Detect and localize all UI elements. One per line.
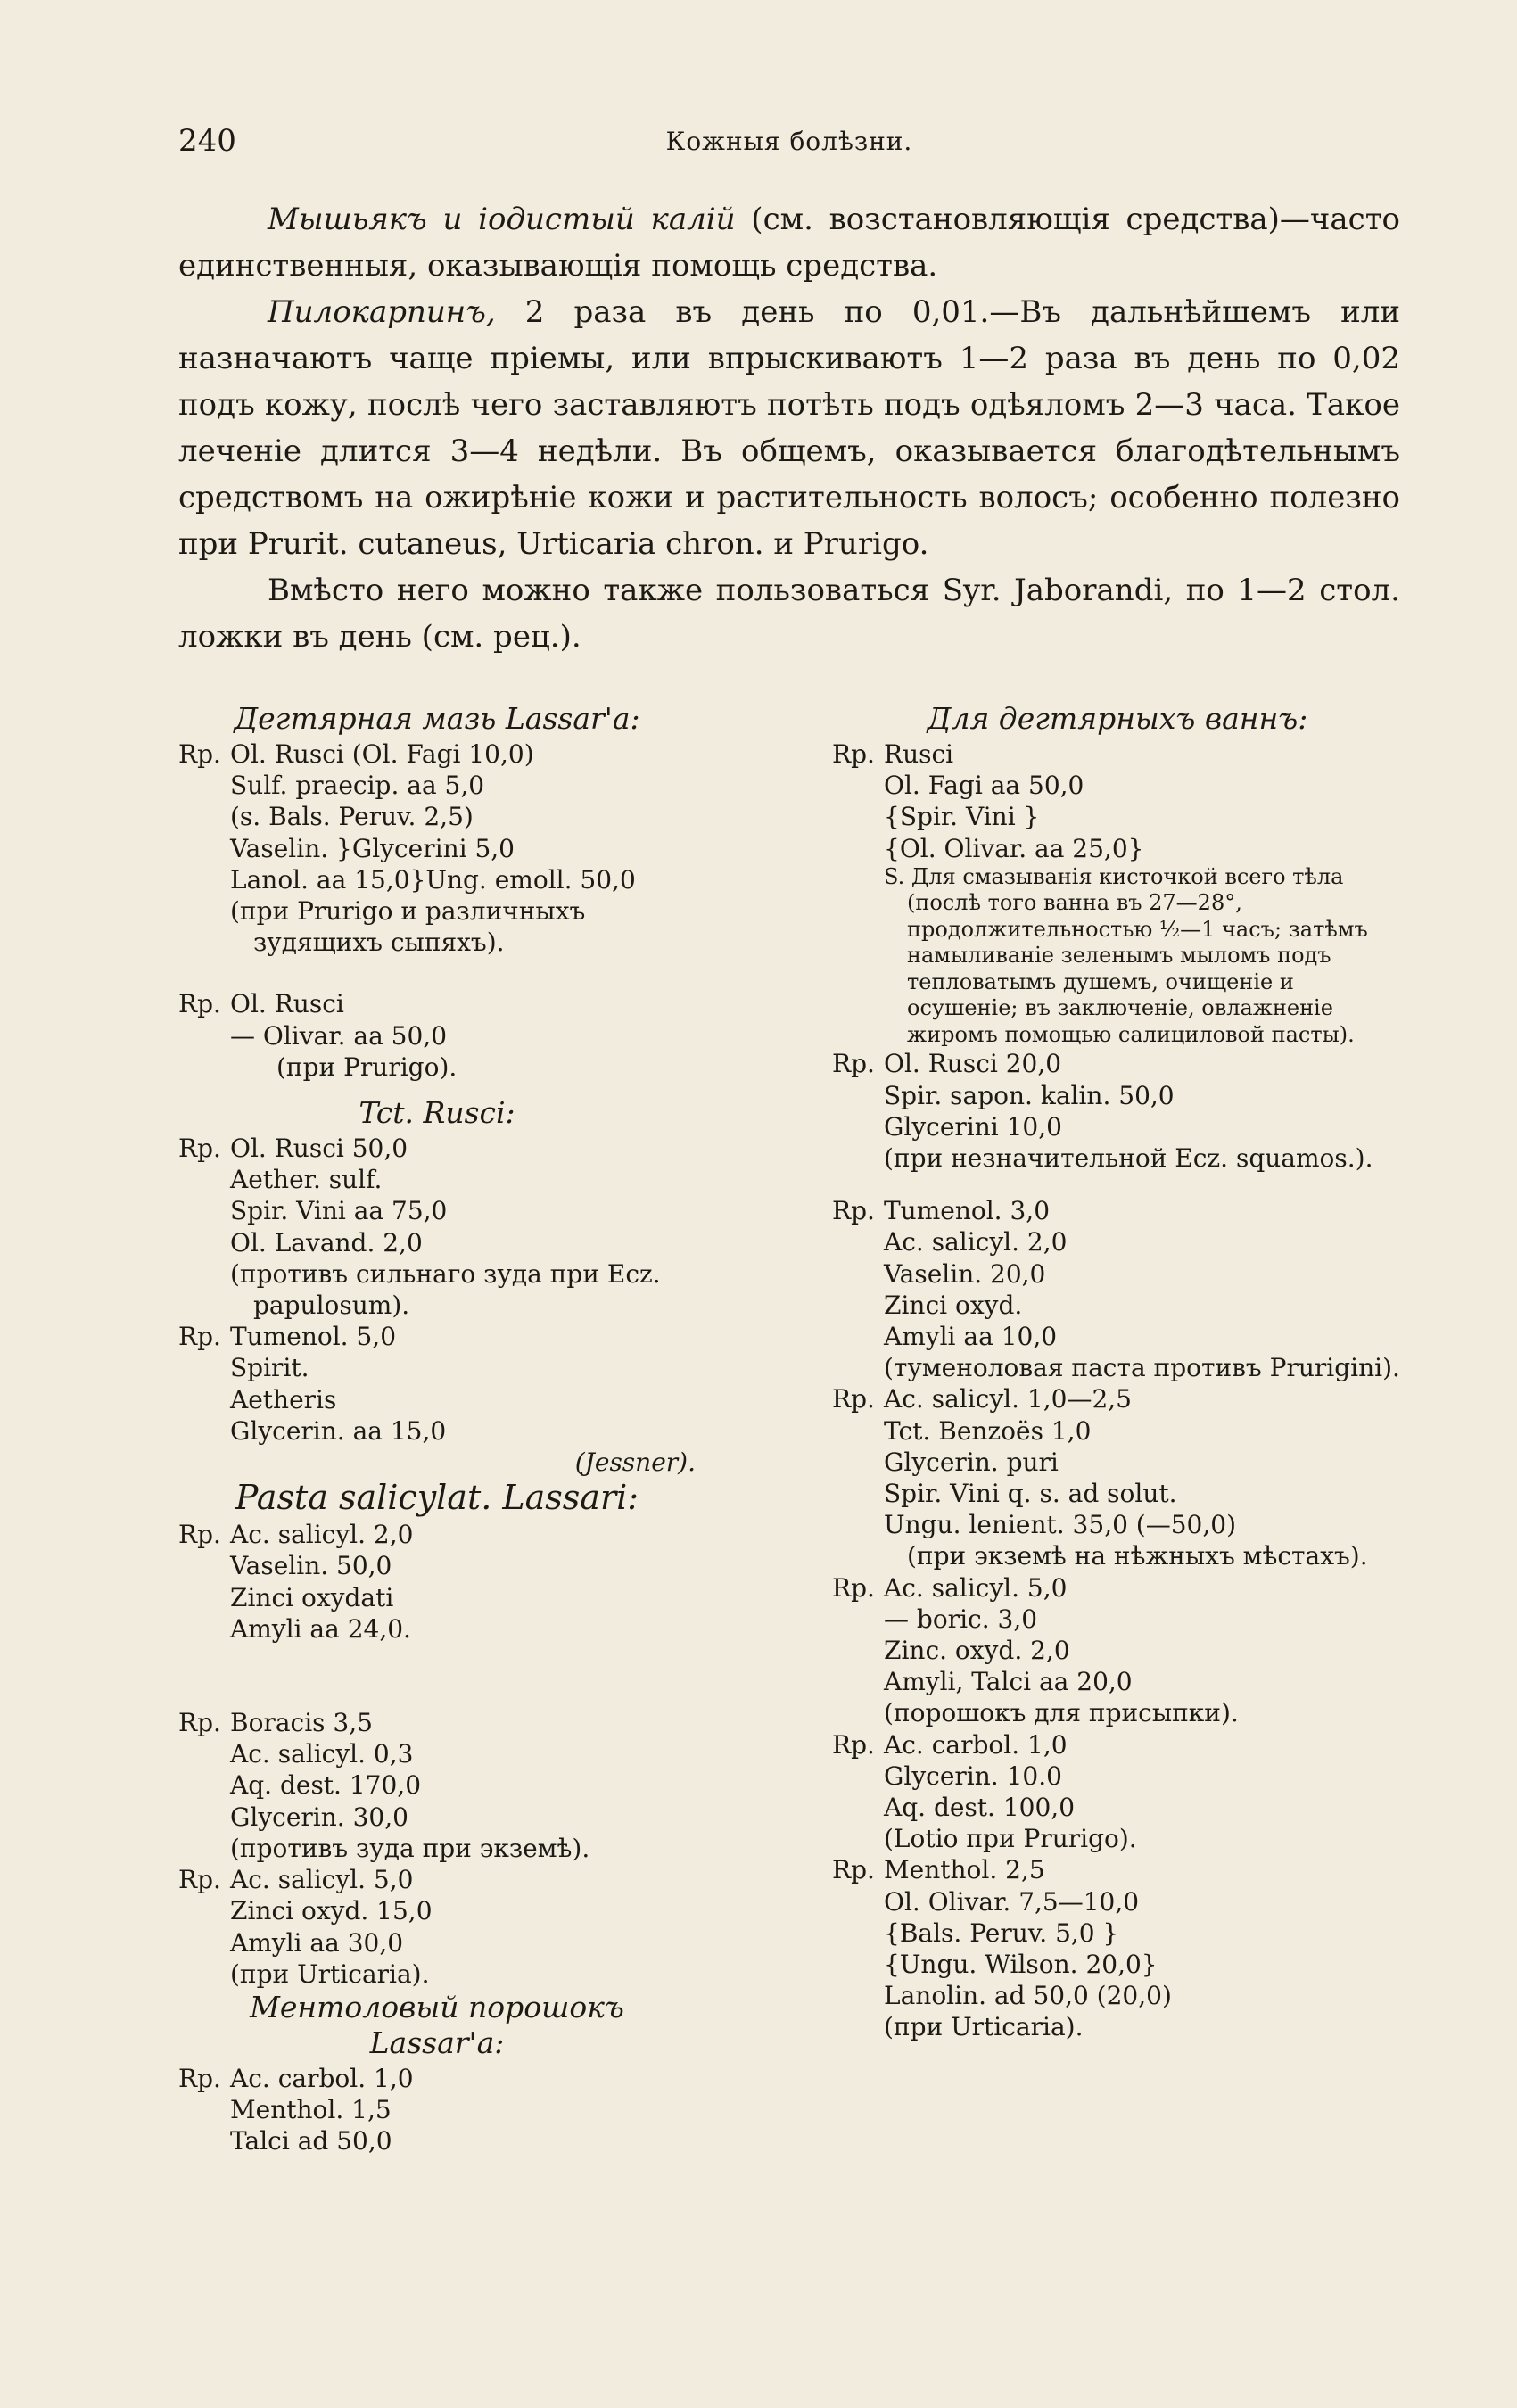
recipe	[832, 1383, 1403, 1571]
recipe-line: Amyli aa 24,0.	[230, 1613, 411, 1644]
recipe	[178, 1519, 696, 1645]
recipe-line: — boric. 3,0	[884, 1604, 1038, 1634]
rp-mark: Rp.	[832, 1196, 875, 1226]
recipe-line: Glycerin. aa 15,0	[230, 1415, 447, 1446]
right-column	[832, 701, 1403, 2043]
recipe-title: Tct. Rusci:	[359, 1095, 515, 1131]
recipe-author: (Jessner).	[574, 1447, 696, 1478]
recipe-line: Talci ad 50,0	[230, 2126, 392, 2156]
recipe-line: — Olivar. aa 50,0	[230, 1020, 448, 1051]
recipe-line: Amyli aa 30,0	[230, 1927, 404, 1958]
recipe-note: (порошокъ для присыпки).	[884, 1698, 1239, 1728]
recipe-line: Zinci oxyd.	[884, 1290, 1023, 1320]
recipe	[832, 1048, 1403, 1174]
recipe-line: Menthol. 2,5	[884, 1855, 1045, 1885]
paragraph-jaborandi: Вмѣсто него можно также пользоваться Syr. Jaborandi, по 1—2 стол. ложки въ день (см. рец.).	[178, 573, 1400, 655]
rp-mark: Rp.	[178, 1520, 221, 1550]
recipe-note: (противъ сильнаго зуда при Ecz. papulosum).	[230, 1258, 661, 1321]
recipe-title: Ментоловый порошокъ Lassar'а:	[250, 1989, 624, 2060]
recipe-line: Ol. Fagi aa 50,0	[884, 771, 1084, 801]
recipe-line: Spirit.	[230, 1353, 309, 1383]
recipe-line: Zinc. oxyd. 2,0	[884, 1635, 1070, 1665]
rp-mark: Rp.	[832, 1049, 875, 1079]
recipe-line: Ol. Rusci (Ol. Fagi 10,0)	[230, 739, 534, 769]
recipe-line: Spir. Vini aa 75,0	[230, 1196, 448, 1226]
recipe-title: Дегтярная мазь Lassar'а:	[234, 701, 640, 736]
paragraph-pilocarpine: Пилокарпинъ, 2 раза въ день по 0,01.—Въ дальнѣйшемъ или назначаютъ чаще пріемы, или впрыскиваютъ 1—2 раза въ день по 0,02 подъ кожу, послѣ чего заставляютъ потѣть подъ одѣяломъ 2—3 часа. Такое леченіе длится 3—4 недѣли. Въ общемъ, оказывается благодѣтельнымъ средствомъ на ожирѣніе кожи и растительность волосъ; особенно полезно при Prurit. cutaneus, Urticaria chron. и Prurigo.	[178, 294, 1400, 562]
recipe-line: {Spir. Vini }	[884, 802, 1040, 832]
recipe-line: Ac. carbol. 1,0	[230, 2063, 414, 2093]
recipe-line: Tumenol. 3,0	[884, 1196, 1051, 1226]
running-title: Кожныя болѣзни.	[665, 127, 913, 156]
rp-mark: Rp.	[178, 989, 221, 1019]
rp-mark: Rp.	[178, 1865, 221, 1895]
recipe-line: Ac. carbol. 1,0	[884, 1729, 1068, 1760]
rp-mark: Rp.	[832, 1729, 875, 1760]
recipe-line: {Ol. Olivar. aa 25,0}	[884, 833, 1144, 863]
recipe-note: (при Prurigo и различныхъ зудящихъ сыпяхъ).	[230, 896, 586, 958]
rp-mark: Rp.	[178, 1322, 221, 1352]
recipe-note: (противъ зуда при экземѣ).	[230, 1833, 590, 1863]
recipe-note: (при Prurigo).	[276, 1051, 458, 1082]
recipe-note: (при Urticaria).	[884, 2012, 1084, 2042]
recipe-line: Ac. salicyl. 2,0	[230, 1520, 414, 1550]
recipe-line: Ac. salicyl. 5,0	[884, 1572, 1068, 1603]
recipe-line: Boracis 3,5	[230, 1708, 373, 1738]
recipe-line: Aetheris	[230, 1384, 337, 1414]
left-column	[178, 701, 696, 2157]
recipe-note: (Lotio при Prurigo).	[884, 1824, 1137, 1854]
recipe-line: Aether. sulf.	[230, 1165, 383, 1195]
recipe-line: {Bals. Peruv. 5,0 }	[884, 1917, 1119, 1948]
recipe-line: Ol. Rusci 50,0	[230, 1134, 408, 1164]
recipe	[178, 738, 696, 958]
page-header	[178, 123, 1400, 168]
recipe-line: Aq. dest. 100,0	[884, 1792, 1076, 1822]
recipe-note: (туменоловая паста противъ Prurigini).	[884, 1353, 1400, 1383]
recipe-line: Ac. salicyl. 2,0	[884, 1227, 1068, 1258]
recipe-line: Glycerin. 10.0	[884, 1761, 1062, 1791]
recipe-line: Lanolin. ad 50,0 (20,0)	[884, 1981, 1172, 2011]
recipe-line: Vaselin. 20,0	[884, 1258, 1046, 1289]
recipe-line: (s. Bals. Peruv. 2,5)	[230, 802, 474, 832]
recipe-line: Spir. Vini q. s. ad solut.	[884, 1478, 1177, 1508]
rp-mark: Rp.	[832, 1572, 875, 1603]
recipe-line: Ac. salicyl. 1,0—2,5	[884, 1384, 1132, 1414]
recipe-line: Vaselin. }Glycerini 5,0	[230, 833, 515, 863]
recipe	[178, 1864, 696, 1990]
recipe-title: Для дегтярныхъ ваннъ:	[927, 701, 1308, 736]
recipe-line: Glycerin. 30,0	[230, 1802, 408, 1832]
recipe	[832, 1729, 1403, 1855]
recipe-line: Glycerin. puri	[884, 1447, 1059, 1477]
recipe-note: (при Urticaria).	[230, 1959, 430, 1989]
recipe-line: Ol. Rusci	[230, 989, 344, 1019]
recipe-line: Sulf. praecip. aa 5,0	[230, 771, 485, 801]
recipe	[178, 988, 696, 1083]
recipe-line: Zinci oxydati	[230, 1582, 394, 1612]
recipe-line: Ac. salicyl. 0,3	[230, 1739, 414, 1769]
recipe-line: Ol. Lavand. 2,0	[230, 1227, 423, 1258]
recipe-line: Ungu. lenient. 35,0 (—50,0)	[884, 1510, 1236, 1540]
recipe-line: {Ungu. Wilson. 20,0}	[884, 1950, 1158, 1979]
recipe-line: Amyli aa 10,0	[884, 1321, 1058, 1351]
recipe-line: Rusci	[884, 739, 954, 769]
recipe-line: Amyli, Talci aa 20,0	[884, 1667, 1133, 1697]
rp-mark: Rp.	[178, 1708, 221, 1738]
intro-text	[178, 196, 1400, 660]
recipe-title: Pasta salicylat. Lassari:	[235, 1478, 639, 1518]
recipe	[178, 1707, 696, 1864]
recipe	[832, 1854, 1403, 2042]
recipe-line: Vaselin. 50,0	[230, 1551, 392, 1581]
recipe-line: Tct. Benzoës 1,0	[884, 1415, 1092, 1446]
recipe	[178, 1133, 696, 1321]
rp-mark: Rp.	[832, 1384, 875, 1414]
recipe-line: Tumenol. 5,0	[230, 1322, 397, 1352]
paragraph-arsenic: Мышьякъ и іодистый калій (см. возстановляющія средства)—часто единственныя, оказывающія помощь средства.	[178, 202, 1400, 284]
recipe-note: (при экземѣ на нѣжныхъ мѣстахъ).	[907, 1541, 1368, 1571]
recipe-note: S. Для смазыванія кисточкой всего тѣла (послѣ того ванна въ 27—28°, продолжительностью ½—1 часъ; затѣмъ намыливаніе зеленымъ мыломъ подъ тепловатымъ душемъ, очищеніе и осушеніе; въ заключеніе, овлажненіе жиромъ помощью салициловой пасты).	[884, 863, 1368, 1047]
recipe-line: Ol. Rusci 20,0	[884, 1049, 1062, 1079]
recipe-line: Ac. salicyl. 5,0	[230, 1865, 414, 1895]
recipe	[832, 1195, 1403, 1383]
recipe-line: Glycerini 10,0	[884, 1111, 1062, 1142]
recipe-line: Lanol. aa 15,0}Ung. emoll. 50,0	[230, 864, 636, 895]
recipe	[832, 1572, 1403, 1729]
recipe-note: (при незначительной Ecz. squamos.).	[884, 1142, 1373, 1173]
recipe-line: Menthol. 1,5	[230, 2095, 392, 2125]
rp-mark: Rp.	[178, 1134, 221, 1164]
recipe-line: Aq. dest. 170,0	[230, 1770, 422, 1801]
rp-mark: Rp.	[832, 1855, 875, 1885]
rp-mark: Rp.	[178, 2063, 221, 2093]
page-number: 240	[178, 123, 236, 159]
rp-mark: Rp.	[178, 739, 221, 769]
recipe-line: Spir. sapon. kalin. 50,0	[884, 1080, 1175, 1110]
recipe-line: Zinci oxyd. 15,0	[230, 1896, 433, 1926]
recipe	[178, 2063, 696, 2157]
recipe	[178, 1321, 696, 1478]
rp-mark: Rp.	[832, 739, 875, 769]
recipe	[832, 738, 1403, 1048]
recipe-line: Ol. Olivar. 7,5—10,0	[884, 1886, 1140, 1917]
